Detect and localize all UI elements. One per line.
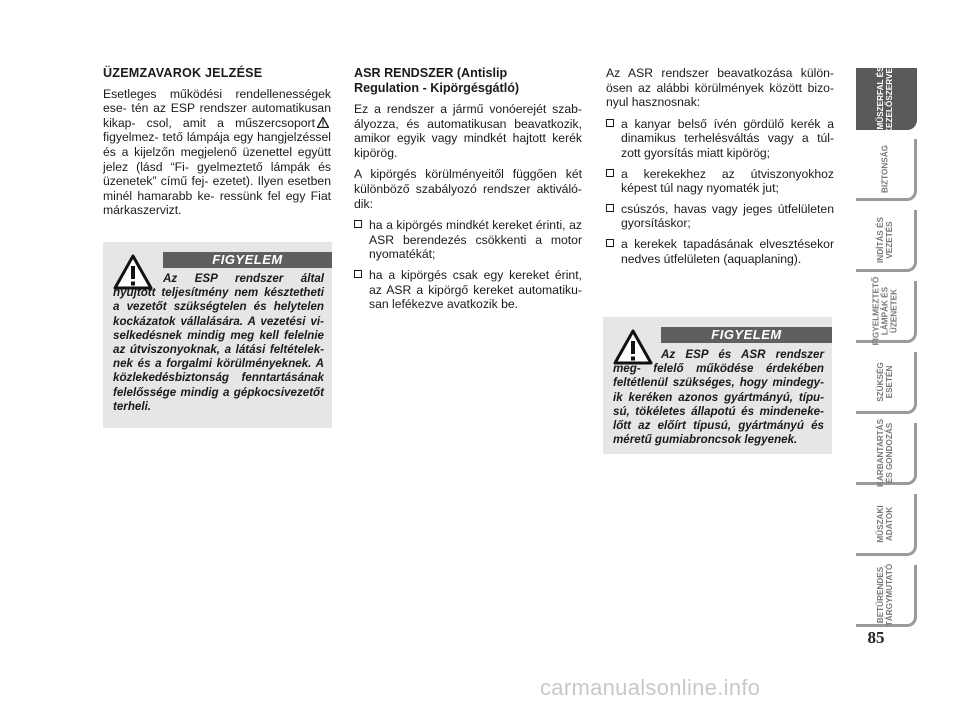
chapter-sidebar bbox=[856, 61, 918, 636]
tab-instrument-panel[interactable] bbox=[856, 61, 917, 134]
tab-label: BIZTONSÁG bbox=[880, 144, 890, 193]
tab-label: KARBANTARTÁS ÉS GONDOZÁS bbox=[876, 418, 894, 487]
tab-safety[interactable] bbox=[856, 139, 917, 201]
list-item bbox=[606, 237, 834, 266]
warning-text: Az ESP rendszer által nyújtott teljesítmény nem késztetheti a vezetőt szükségtelen és helytelen kockázatok vállalására. A vezetési vi- selkedésnek mindig meg kell felelnie az útviszonyoknak, a látási feltételek- nek és a forgalmi körülményeknek. A közlekedésbiztonság fenntartásának felelőssége mindig a gépkocsivezetőt terheli. bbox=[113, 272, 324, 413]
warning-text: Az ESP és ASR rendszer meg- felelő működése érdekében feltétlenül szükséges, hogy mindegy- ik keréken azonos gyártmányú, típu- sú, tökéletes állapotú és mindeneke- lőtt az előírt típusú, gyártmányú és méretű gumiabroncsok legyenek. bbox=[613, 348, 824, 447]
fault-paragraph bbox=[103, 87, 331, 218]
usage-bullet-list bbox=[606, 117, 834, 266]
checkbox-bullet-icon bbox=[354, 270, 362, 278]
fault-text-end: figyelmez- tető lámpája egy hangjelzéssel és a kijelzőn megjelenő üzenettel együtt jelez (lásd “Fi- gyelmeztető lámpák és üzenetek” című fej- ezetet). Ilyen esetben minél hamarabb ke- ressünk fel egy Fiat márkaszervizt. bbox=[103, 130, 331, 218]
column-asr-usage bbox=[606, 66, 834, 272]
inline-warning-icon bbox=[317, 117, 329, 128]
section-heading: ÜZEMZAVAROK JELZÉSE bbox=[103, 66, 263, 80]
checkbox-bullet-icon bbox=[606, 119, 614, 127]
asr-paragraph-1: Ez a rendszer a jármű vonóerejét szab- ályozza, és automatikusan beavatkozik, amikor egyik vagy mindkét hajtott kerék kipörög. bbox=[354, 102, 582, 160]
tab-starting-driving[interactable] bbox=[856, 210, 917, 272]
asr-heading-line1: ASR RENDSZER (Antislip bbox=[354, 66, 508, 80]
checkbox-bullet-icon bbox=[606, 169, 614, 177]
bullet-text: ha a kipörgés mindkét kereket érinti, az ASR berendezés csökkenti a motor nyomatékát; bbox=[369, 218, 582, 262]
warning-box-esp bbox=[103, 242, 332, 428]
watermark: carmanualsonline.info bbox=[540, 675, 761, 700]
page-number: 85 bbox=[867, 628, 885, 647]
tab-label: INDÍTÁS ÉS VEZETÉS bbox=[876, 216, 894, 263]
tab-label: FIGYELMEZTETŐ LÁMPÁK ÉS ÜZENETEK bbox=[871, 276, 899, 345]
tab-technical-data[interactable] bbox=[856, 494, 917, 556]
bullet-text: csúszós, havas vagy jeges útfelületen gyorsításkor; bbox=[621, 201, 834, 231]
list-item bbox=[606, 167, 834, 196]
bullet-text: a kanyar belső ívén gördülő kerék a dinamikus terhelésváltás vagy a túl- zott gyorsítás miatt kipörög; bbox=[621, 116, 834, 160]
tab-label: MŰSZAKI ADATOK bbox=[876, 504, 894, 543]
tab-maintenance[interactable] bbox=[856, 418, 917, 487]
asr-bullet-list bbox=[354, 218, 582, 312]
checkbox-bullet-icon bbox=[606, 239, 614, 247]
asr-paragraph-2: A kipörgés körülményeitől függően két különböző szabályozó rendszer aktiváló- dik: bbox=[354, 167, 582, 211]
bullet-text: a kerekek tapadásának elvesztésekor nedves útfelületen (aquaplaning). bbox=[621, 236, 834, 266]
checkbox-bullet-icon bbox=[354, 220, 362, 228]
list-item bbox=[354, 218, 582, 262]
list-item bbox=[606, 117, 834, 161]
warning-box-tyres bbox=[603, 317, 832, 454]
checkbox-bullet-icon bbox=[606, 204, 614, 212]
usage-intro: Az ASR rendszer beavatkozása külön- ösen az alábbi körülmények között bizo- nyul hasznosnak: bbox=[606, 66, 834, 110]
tab-label: MŰSZERFAL ÉS KEZELŐSZERVEK bbox=[876, 61, 894, 134]
tab-label: SZÜKSÉG ESETÉN bbox=[876, 361, 894, 402]
tab-index[interactable] bbox=[856, 565, 917, 627]
warning-banner: FIGYELEM bbox=[661, 327, 832, 343]
list-item bbox=[606, 202, 834, 231]
tab-label: BETŰRENDES TÁRGYMUTATÓ bbox=[876, 563, 894, 626]
asr-heading-line2: Regulation - Kipörgésgátló) bbox=[354, 81, 520, 95]
column-esp-fault bbox=[103, 66, 331, 225]
tab-warning-lights[interactable] bbox=[856, 276, 917, 345]
fault-text-start: Esetleges működési rendellenességek ese- tén az ESP rendszer automatikusan kikap- csol, amit a műszercsoport bbox=[103, 86, 331, 130]
bullet-text: a kerekekhez az útviszonyokhoz képest túl nagy nyomaték jut; bbox=[621, 166, 834, 196]
warning-banner: FIGYELEM bbox=[163, 252, 332, 268]
tab-emergency[interactable] bbox=[856, 352, 917, 414]
bullet-text: ha a kipörgés csak egy kereket érint, az ASR a kipörgő kereket automatiku- san lefékezve avatkozik be. bbox=[369, 267, 582, 312]
column-asr bbox=[354, 66, 582, 318]
list-item bbox=[354, 268, 582, 312]
